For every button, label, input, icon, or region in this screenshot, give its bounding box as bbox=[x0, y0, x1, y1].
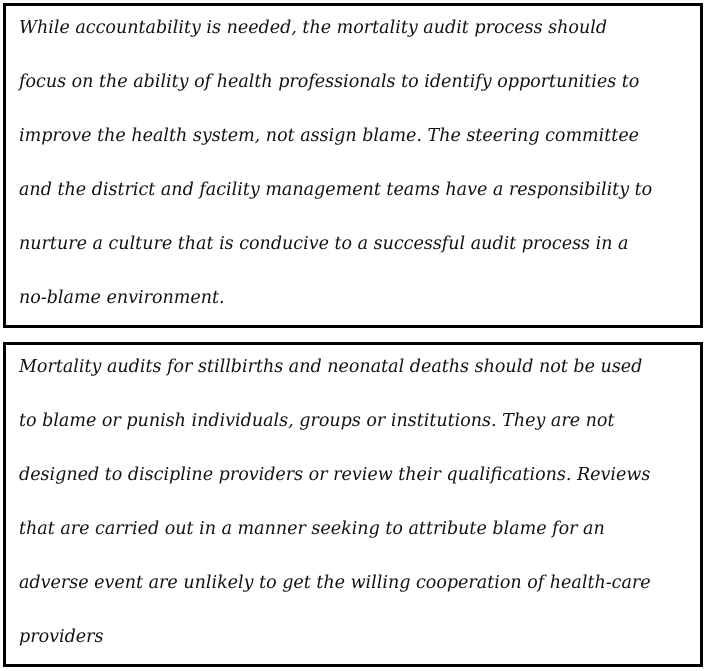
text-line: While accountability is needed, the mortality audit process should bbox=[19, 18, 608, 38]
text-line: to blame or punish individuals, groups or institutions. They are not bbox=[19, 411, 615, 431]
text-line: improve the health system, not assign blame. The steering committee bbox=[19, 126, 640, 146]
text-line: designed to discipline providers or review their qualifications. Reviews bbox=[19, 465, 651, 485]
text-line: adverse event are unlikely to get the willing cooperation of health-care bbox=[19, 573, 651, 593]
text-box-accountability bbox=[3, 3, 703, 328]
text-line: nurture a culture that is conducive to a successful audit process in a bbox=[19, 234, 629, 254]
text-line: focus on the ability of health professionals to identify opportunities to bbox=[19, 72, 640, 92]
text-line: providers bbox=[19, 627, 104, 647]
text-line: that are carried out in a manner seeking to attribute blame for an bbox=[19, 519, 605, 539]
text-line: and the district and facility management teams have a responsibility to bbox=[19, 180, 653, 200]
text-line: Mortality audits for stillbirths and neonatal deaths should not be used bbox=[19, 357, 643, 377]
text-line: no-blame environment. bbox=[19, 288, 225, 308]
text-box-no-blame bbox=[3, 342, 703, 667]
